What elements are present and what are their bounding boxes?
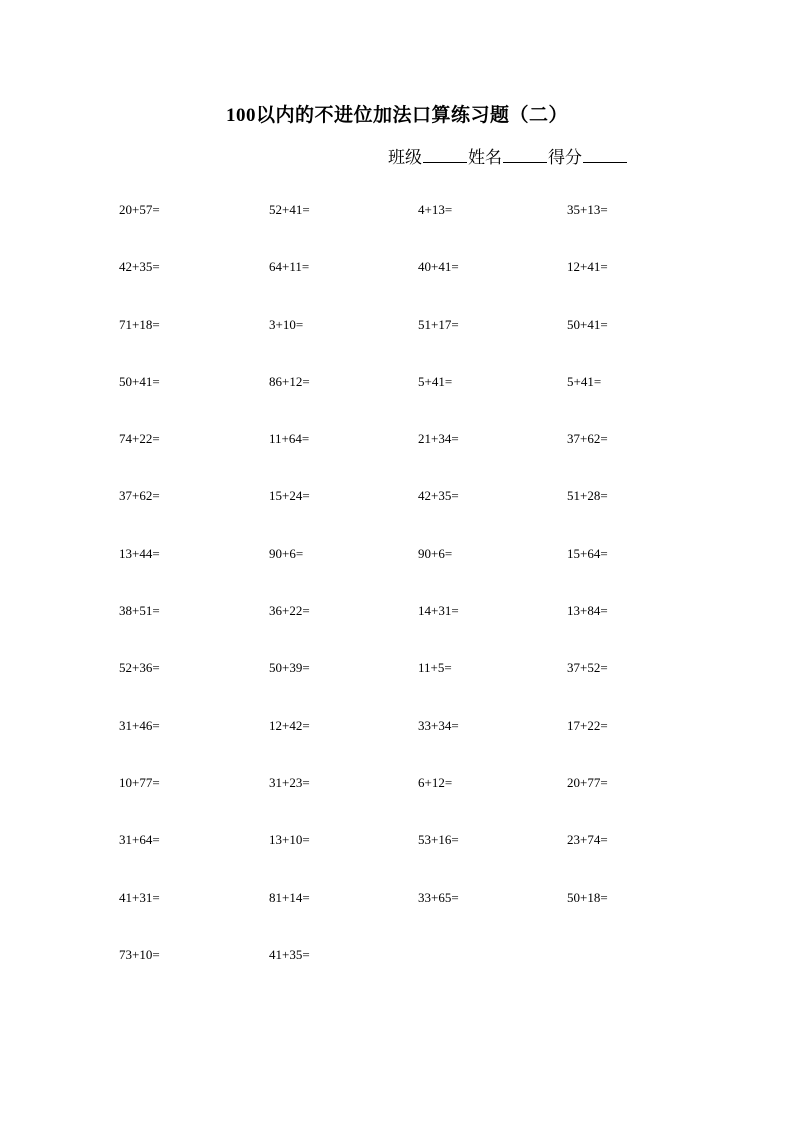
- addition-problem: 37+62=: [119, 488, 160, 504]
- score-blank: [583, 146, 627, 163]
- addition-problem: 35+13=: [567, 202, 608, 217]
- addition-problem: 31+23=: [269, 774, 310, 790]
- problem-row: [119, 544, 719, 601]
- student-info-line: [388, 146, 628, 170]
- addition-problem: 15+24=: [269, 488, 310, 504]
- problem-row: [119, 658, 719, 715]
- problem-grid: [119, 200, 719, 1002]
- addition-problem: 81+14=: [269, 889, 310, 905]
- problem-row: [119, 601, 719, 658]
- addition-problem: 90+6=: [269, 545, 304, 561]
- worksheet-title: 100以内的不进位加法口算练习题（二）: [225, 105, 568, 126]
- addition-problem: 13+84=: [567, 603, 608, 619]
- addition-problem: 73+10=: [119, 946, 160, 962]
- addition-problem: 31+46=: [119, 717, 160, 733]
- addition-problem: 50+39=: [269, 660, 310, 676]
- addition-problem: 52+41=: [269, 202, 310, 217]
- addition-problem: 90+6=: [418, 545, 453, 561]
- problem-row: [119, 372, 719, 429]
- problem-row: [119, 830, 719, 887]
- addition-problem: 6+12=: [418, 774, 453, 790]
- addition-problem: 15+64=: [567, 545, 608, 561]
- addition-problem: 12+41=: [567, 259, 608, 275]
- addition-problem: 50+41=: [567, 316, 608, 332]
- name-blank: [503, 146, 547, 163]
- addition-problem: 12+42=: [269, 717, 310, 733]
- problem-row: [119, 315, 719, 372]
- addition-problem: 38+51=: [119, 603, 160, 619]
- problem-row: [119, 945, 719, 1002]
- addition-problem: 71+18=: [119, 316, 160, 332]
- addition-problem: 51+17=: [418, 316, 459, 332]
- class-label: 班级: [388, 148, 422, 167]
- addition-problem: 10+77=: [119, 774, 160, 790]
- addition-problem: 51+28=: [567, 488, 608, 504]
- addition-problem: 74+22=: [119, 431, 160, 447]
- addition-problem: 20+77=: [567, 774, 608, 790]
- addition-problem: 5+41=: [418, 373, 453, 389]
- addition-problem: 4+13=: [418, 202, 453, 217]
- addition-problem: 17+22=: [567, 717, 608, 733]
- addition-problem: 20+57=: [119, 202, 160, 217]
- addition-problem: 33+34=: [418, 717, 459, 733]
- addition-problem: 31+64=: [119, 832, 160, 848]
- addition-problem: 64+11=: [269, 259, 310, 275]
- addition-problem: 36+22=: [269, 603, 310, 619]
- addition-problem: 21+34=: [418, 431, 459, 447]
- addition-problem: 13+10=: [269, 832, 310, 848]
- addition-problem: 50+41=: [119, 373, 160, 389]
- addition-problem: 33+65=: [418, 889, 459, 905]
- addition-problem: 37+62=: [567, 431, 608, 447]
- problem-row: [119, 257, 719, 314]
- addition-problem: 14+31=: [418, 603, 459, 619]
- addition-problem: 41+31=: [119, 889, 160, 905]
- addition-problem: 50+18=: [567, 889, 608, 905]
- class-blank: [423, 146, 467, 163]
- addition-problem: 42+35=: [418, 488, 459, 504]
- addition-problem: 13+44=: [119, 545, 160, 561]
- problem-row: [119, 888, 719, 945]
- addition-problem: 11+64=: [269, 431, 310, 447]
- addition-problem: 3+10=: [269, 316, 304, 332]
- addition-problem: 5+41=: [567, 373, 602, 389]
- problem-row: [119, 486, 719, 543]
- addition-problem: 23+74=: [567, 832, 608, 848]
- addition-problem: 37+52=: [567, 660, 608, 676]
- addition-problem: 40+41=: [418, 259, 459, 275]
- problem-row: [119, 716, 719, 773]
- addition-problem: 41+35=: [269, 946, 310, 962]
- problem-row: [119, 429, 719, 486]
- score-label: 得分: [548, 148, 582, 167]
- problem-row: [119, 200, 719, 257]
- addition-problem: 42+35=: [119, 259, 160, 275]
- addition-problem: 11+5=: [418, 660, 452, 676]
- problem-row: [119, 773, 719, 830]
- addition-problem: 53+16=: [418, 832, 459, 848]
- addition-problem: 86+12=: [269, 373, 310, 389]
- addition-problem: 52+36=: [119, 660, 160, 676]
- name-label: 姓名: [468, 148, 502, 167]
